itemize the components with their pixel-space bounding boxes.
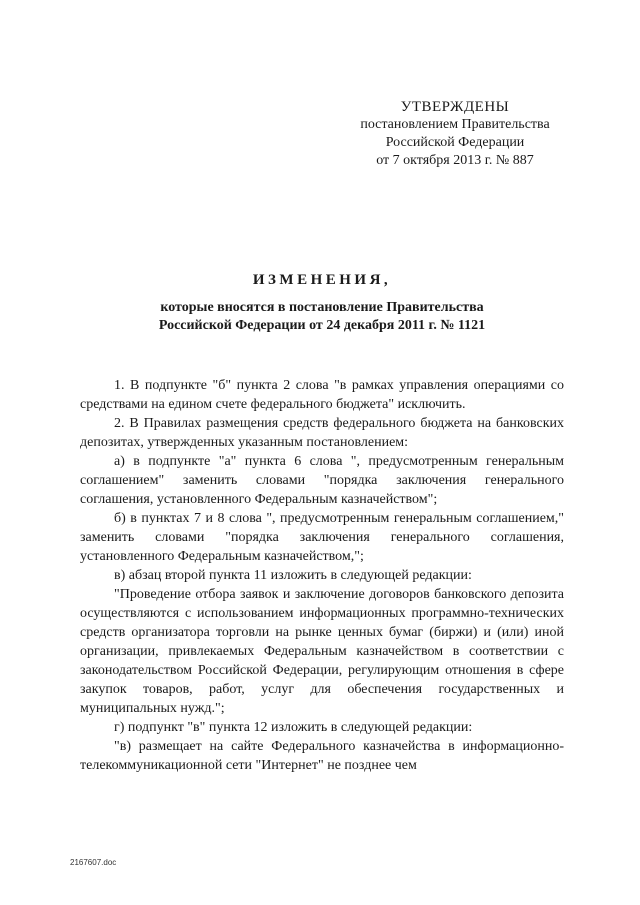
document-title: ИЗМЕНЕНИЯ, [252,272,392,288]
paragraph-2c: в) абзац второй пункта 11 изложить в следующей редакции: [114,568,472,583]
document-subtitle-line-2: Российской Федерации от 24 декабря 2011 г. № 1121 [158,318,486,333]
paragraph-2a: а) в подпункте "а" пункта 6 слова ", предусмотренным генеральным соглашением" заменить словами "порядка заключения генерального соглашения, установленного Федеральным казначейством"; [80,454,564,507]
paragraph-2d-quote: "в) размещает на сайте Федерального казначейства в информационно-телекоммуникационной сети "Интернет" не позднее чем [80,739,564,773]
approval-line-2: Российской Федерации [385,135,525,150]
approval-heading: УТВЕРЖДЕНЫ [400,99,510,115]
document-body [80,376,564,775]
paragraph-2b: б) в пунктах 7 и 8 слова ", предусмотренным генеральным соглашением," заменить словами "порядка заключения генерального соглашения, установленного Федеральным казначейством,"; [80,511,564,564]
approval-line-3: от 7 октября 2013 г. № 887 [376,153,534,168]
paragraph-2d: г) подпункт "в" пункта 12 изложить в следующей редакции: [114,720,473,735]
paragraph-2: 2. В Правилах размещения средств федерального бюджета на банковских депозитах, утвержденных указанным постановлением: [80,416,564,450]
approval-line-1: постановлением Правительства [360,117,550,132]
approval-stamp [340,98,570,170]
document-title-block [80,272,564,335]
paragraph-1: 1. В подпункте "б" пункта 2 слова "в рамках управления операциями со средствами на едином счете федерального бюджета" исключить. [80,378,564,412]
document-subtitle-line-1: которые вносятся в постановление Правительства [160,300,484,315]
paragraph-2c-quote: "Проведение отбора заявок и заключение договоров банковского депозита осуществляются с использованием информационных программно-технических средств организатора торговли на рынке ценных бумаг (биржи) и (или) иной организации, привлекаемых Федеральным казначейством в соответствии с законодательством Российской Федерации, регулирующим отношения в сфере закупок товаров, работ, услуг для обеспечения государственных и муниципальных нужд."; [80,587,564,716]
footer-filename: 2167607.doc [70,858,117,867]
